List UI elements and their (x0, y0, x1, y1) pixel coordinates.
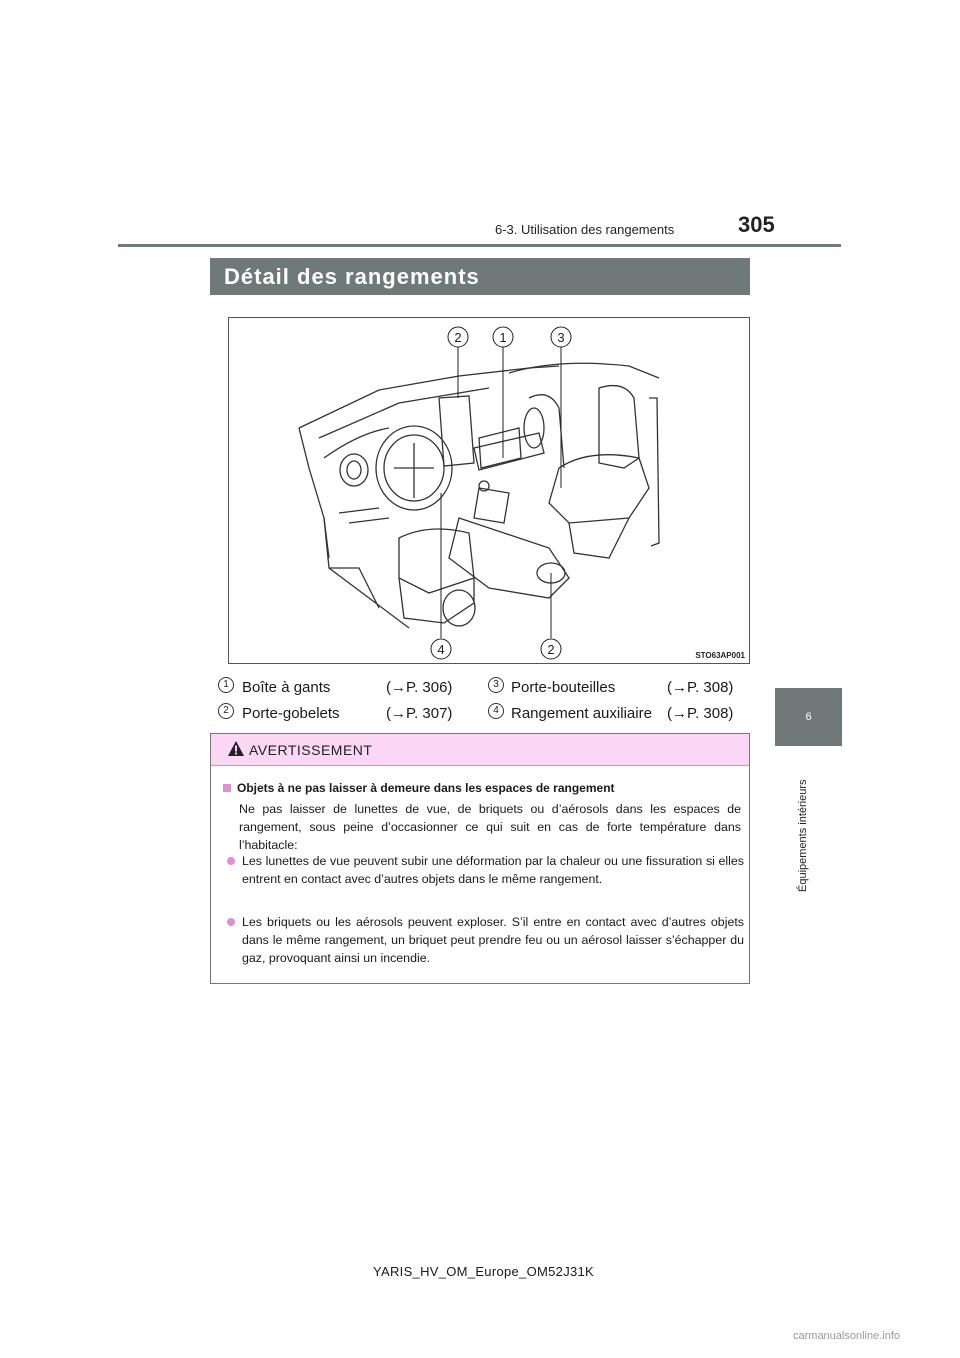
legend-label: Rangement auxiliaire (511, 705, 652, 722)
warning-title: AVERTISSEMENT (249, 742, 373, 758)
legend-label: Porte-bouteilles (511, 679, 616, 696)
chapter-tab[interactable]: 6 (775, 688, 842, 746)
callout-label: 1 (499, 330, 507, 345)
document-footer: YARIS_HV_OM_Europe_OM52J31K (373, 1264, 595, 1279)
warning-bullet: Les lunettes de vue peuvent subir une déformation par la chaleur ou une fissuration si elles entrent en contact avec d’autres objets dans le même rangement. (242, 854, 744, 886)
legend-number: 4 (488, 703, 504, 719)
warning-heading (223, 781, 743, 795)
legend-page-ref: (→P. 308) (667, 705, 734, 722)
page-number: 305 (738, 212, 775, 237)
warning-bullet: Les briquets ou les aérosols peuvent exploser. S’il entre en contact avec d’autres objets dans le même rangement, un briquet peut prendre feu ou un aérosol laisser s’échapper du gaz, provoquant ainsi un incendie. (242, 915, 744, 965)
chapter-label: Équipements intérieurs (797, 779, 809, 892)
callout-label: 2 (454, 330, 462, 345)
page-title: Détail des rangements (210, 258, 750, 295)
callout-label: 4 (437, 642, 445, 657)
legend-label: Porte-gobelets (242, 705, 340, 722)
warning-paragraph: Ne pas laisser de lunettes de vue, de briquets ou d’aérosols dans les espaces de rangement, sous peine d’occasionner ce qui suit en cas de forte température dans l’habitacle: (239, 802, 741, 852)
bullet-dot-icon (227, 857, 235, 865)
callout-label: 2 (547, 642, 555, 657)
interior-illustration (228, 317, 750, 664)
warning-header (211, 734, 749, 766)
legend-page-ref: (→P. 308) (667, 679, 734, 696)
legend-page-ref: (→P. 306) (386, 679, 453, 696)
legend-number: 3 (488, 677, 504, 693)
legend-number: 2 (218, 703, 234, 719)
legend-label: Boîte à gants (242, 679, 331, 696)
bullet-dot-icon (227, 918, 235, 926)
legend-page-ref: (→P. 307) (386, 705, 453, 722)
warning-heading-text: Objets à ne pas laisser à demeure dans les espaces de rangement (237, 781, 615, 795)
section-title: 6-3. Utilisation des rangements (495, 222, 675, 237)
figure-code: STO63AP001 (695, 651, 745, 660)
callout-label: 3 (557, 330, 565, 345)
header-divider (118, 244, 841, 247)
warning-triangle-icon (227, 740, 245, 757)
car-interior-drawing (229, 318, 751, 665)
watermark: carmanualsonline.info (793, 1330, 901, 1342)
warning-box (210, 733, 750, 984)
square-bullet-icon (223, 784, 231, 792)
legend-number: 1 (218, 677, 234, 693)
